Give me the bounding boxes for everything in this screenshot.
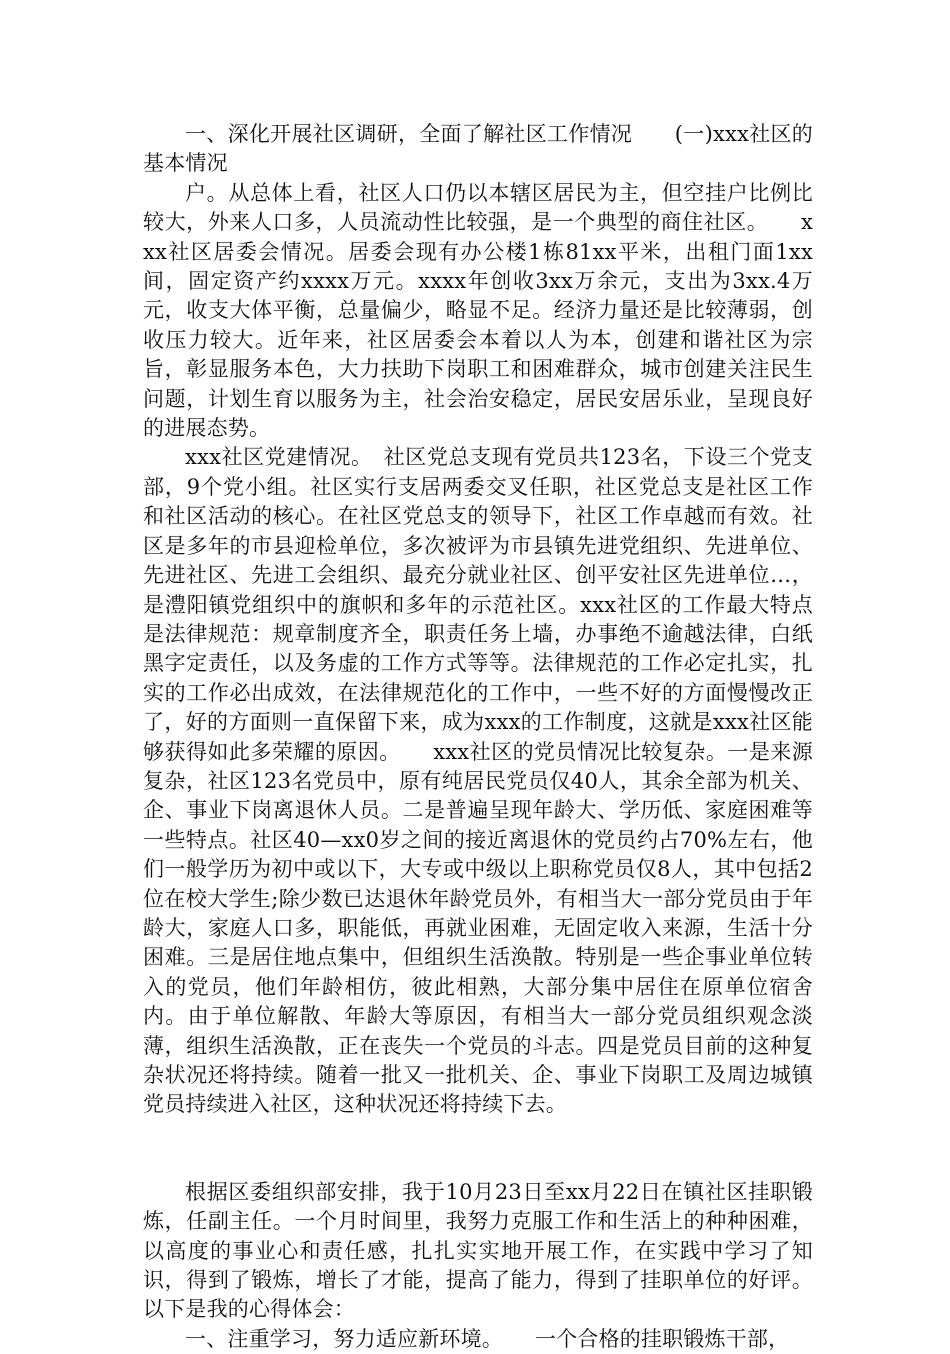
party-building-paragraph: xxx社区党建情况。 社区党总支现有党员共123名，下设三个党支部，9个党小组。社区实行支居两委交叉任职，社区党总支是社区工作和社区活动的核心。在社区党总支的领导下，社区工作卓越而有效。社区是多年的市县迎检单位，多次被评为市县镇先进党组织、先进单位、先进社区、先进工会组织、最充分就业社区、创平安社区先进单位…，是澧阳镇党组织中的旗帜和多年的示范社区。xxx社区的工作最大特点是法律规范：规章制度齐全，职责任务上墙，办事绝不逾越法律，白纸黑字定责任，以及务虚的工作方式等等。法律规范的工作必定扎实，扎实的工作必出成效，在法律规范化的工作中，一些不好的方面慢慢改正了，好的方面则一直保留下来，成为xxx的工作制度，这就是xxx社区能够获得如此多荣耀的原因。 xxx社区的党员情况比较复杂。一是来源复杂，社区123名党员中，原有纯居民党员仅40人，其余全部为机关、企、事业下岗离退休人员。二是普遍呈现年龄大、学历低、家庭困难等一些特点。社区40—xx0岁之间的接近离退休的党员约占70%左右，他们一般学历为初中或以下，大专或中级以上职称党员仅8人，其中包括2位在校大学生;除少数已达退休年龄党员外，有相当大一部分党员由于年龄大，家庭人口多，职能低，再就业困难，无固定收入来源，生活十分困难。三是居住地点集中，但组织生活涣散。特别是一些企事业单位转入的党员，他们年龄相仿，彼此相熟，大部分集中居住在原单位宿舍内。由于单位解散、年龄大等原因，有相当大一部分党员组织观念淡薄，组织生活涣散，正在丧失一个党员的斗志。四是党员目前的这种复杂状况还将持续。随着一批又一批机关、企、事业下岗职工及周边城镇党员持续进入社区，这种状况还将持续下去。: [143, 445, 813, 1117]
study-heading-paragraph: 一、注重学习，努力适应新环境。 一个合格的挂职锻炼干部，: [185, 1326, 790, 1351]
section-gap: [143, 1120, 813, 1178]
community-overview-paragraph: 户。从总体上看，社区人口仍以本辖区居民为主，但空挂户比例比较大，外来人口多，人员流动性比较强，是一个典型的商住社区。 xxx社区居委会情况。居委会现有办公楼1栋81xx平米，出租门面1xx间，固定资产约xxxx万元。xxxx年创收3xx万余元，支出为3xx.4万元，收支大体平衡，总量偏少，略显不足。经济力量还是比较薄弱，创收压力较大。近年来，社区居委会本着以人为本，创建和谐社区为宗旨，彰显服务本色，大力扶助下岗职工和困难群众，城市创建关注民生问题，计划生育以服务为主，社会治安稳定，居民安居乐业，呈现良好的进展态势。: [143, 180, 813, 441]
section-heading-paragraph: 一、深化开展社区调研，全面了解社区工作情况 (一)xxx社区的基本情况: [143, 122, 813, 176]
document-body: [143, 120, 813, 1354]
assignment-paragraph: 根据区委组织部安排，我于10月23日至xx月22日在镇社区挂职锻炼，任副主任。一个月时间里，我努力克服工作和生活上的种种困难，以高度的事业心和责任感，扎扎实实地开展工作，在实践中学习了知识，得到了锻炼，增长了才能，提高了能力，得到了挂职单位的好评。以下是我的心得体会：: [143, 1179, 813, 1322]
